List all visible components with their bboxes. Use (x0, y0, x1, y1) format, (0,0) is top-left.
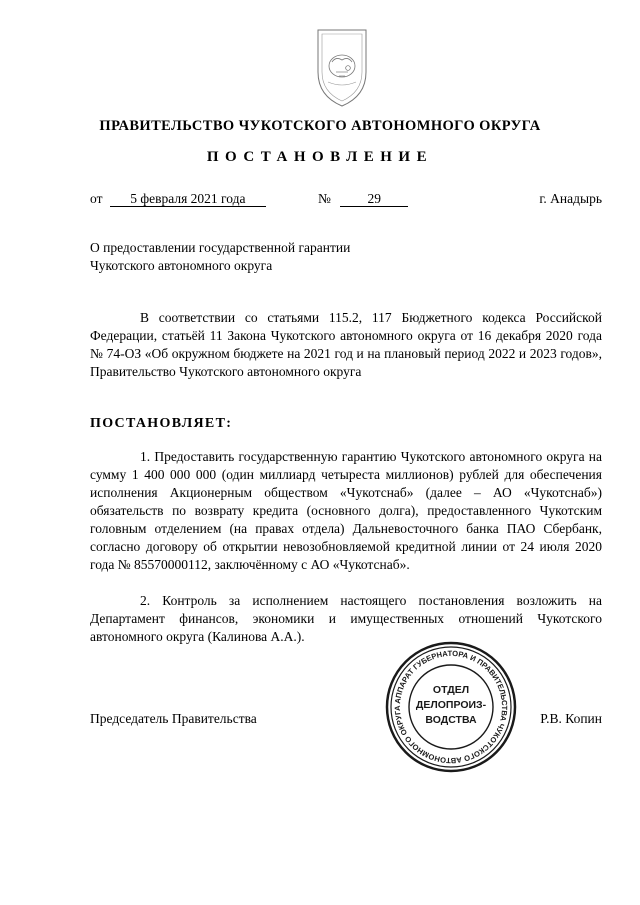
date-label: от (90, 191, 103, 206)
resolution-item: 2. Контроль за исполнением настоящего постановления возложить на Департамент финансов, экономики и имущественных отношений Чукотского автономного округа (Калинова А.А.). (90, 593, 602, 644)
office-stamp (385, 641, 517, 773)
government-title: ПРАВИТЕЛЬСТВО ЧУКОТСКОГО АВТОНОМНОГО ОКРУГА (99, 118, 541, 134)
subject-line: Чукотского автономного округа (90, 258, 273, 273)
stamp-ring-text: АППАРАТ ГУБЕРНАТОРА И ПРАВИТЕЛЬСТВА ЧУКОТСКОГО АВТОНОМНОГО ОКРУГА (392, 648, 510, 766)
stamp-line: ОТДЕЛ (432, 684, 470, 696)
preamble-paragraph: В соответствии со статьями 115.2, 117 Бюджетного кодекса Российской Федерации, статьёй 11 Закона Чукотского автономного округа от 16 декабря 2020 года № 74-ОЗ «Об окружном бюджете на 2021 год и на плановый период 2022 и 2023 годов», Правительство Чукотского автономного округа (90, 310, 602, 379)
date-line (90, 191, 266, 207)
document-type-title: ПОСТАНОВЛЕНИЕ (206, 149, 434, 165)
stamp-line: ВОДСТВА (425, 714, 477, 726)
number-value: 29 (340, 191, 408, 207)
subject-line: О предоставлении государственной гарантии (90, 240, 351, 255)
signer-name: Р.В. Копин (540, 711, 602, 726)
number-label: № (318, 191, 331, 206)
subject-block (90, 239, 410, 275)
stamp-line: ДЕЛОПРОИЗ- (415, 699, 487, 711)
resolves-heading: ПОСТАНОВЛЯЕТ: (90, 416, 233, 431)
date-value: 5 февраля 2021 года (110, 191, 266, 207)
resolution-item: 1. Предоставить государственную гарантию Чукотского автономного округа на сумму 1 400 000 000 (один миллиард четыреста миллионов) рублей для обеспечения исполнения Акционерным обществом «Чукотснаб» (далее – АО «Чукотснаб») обязательств по возврату кредита (основного долга), предоставленного Чукотским головным отделением (на правах отдела) Дальневосточного банка ПАО Сбербанк, согласно договору об открытии невозобновляемой кредитной линии от 24 июля 2020 года № 85570000112, заключённому с АО «Чукотснаб». (90, 449, 602, 572)
city: г. Анадырь (539, 191, 602, 206)
number-line (318, 191, 408, 207)
coat-of-arms-icon (306, 26, 378, 110)
signer-role: Председатель Правительства (90, 711, 257, 726)
